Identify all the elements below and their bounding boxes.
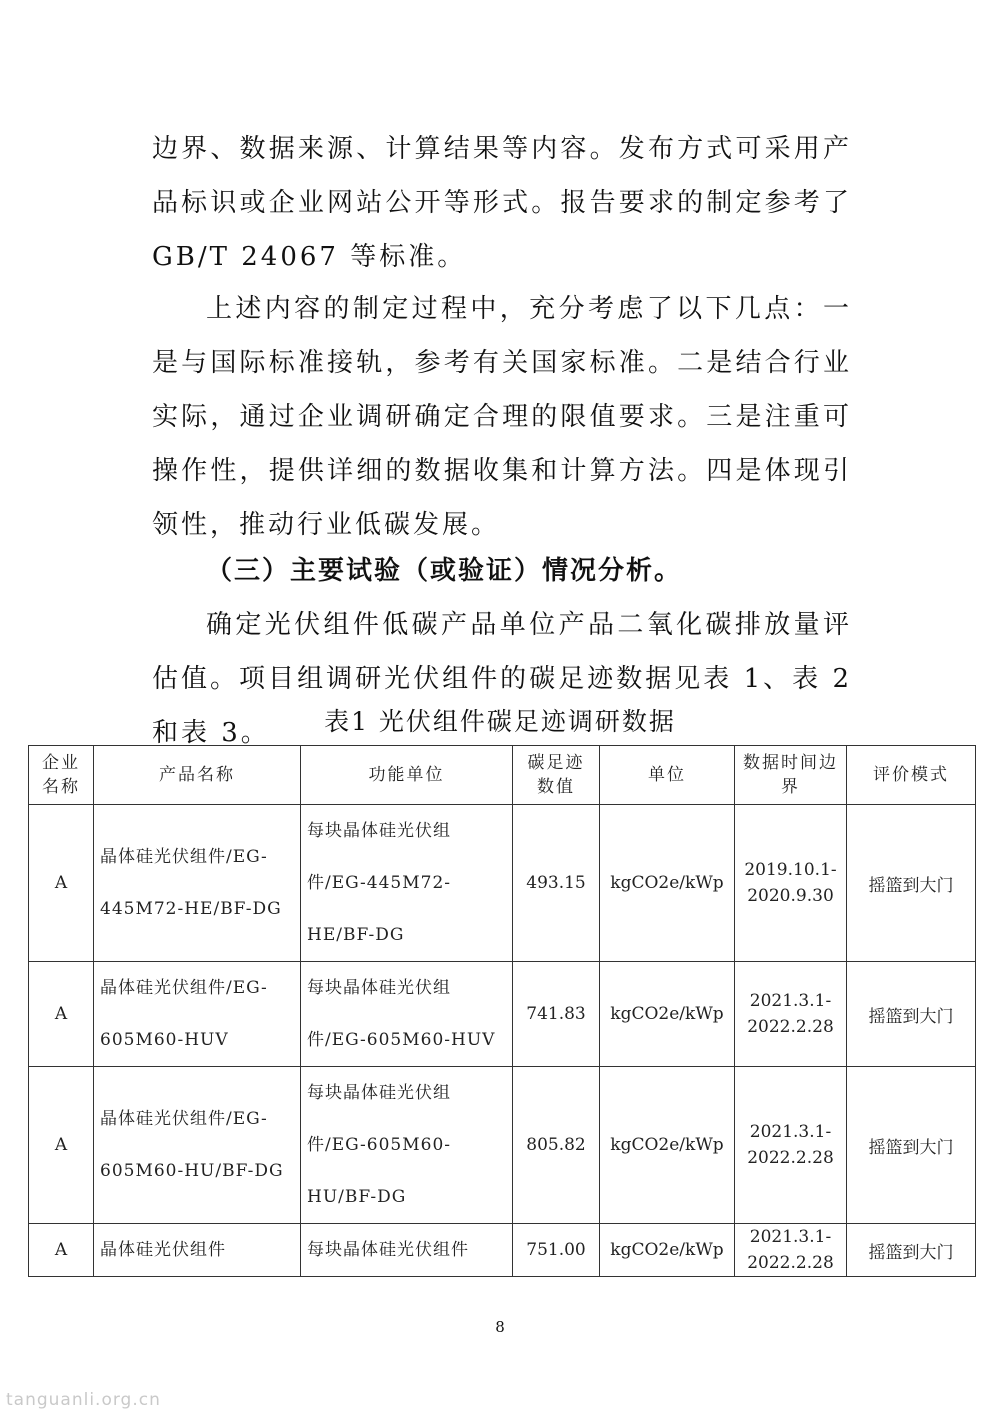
cell-enterprise: A [29, 1067, 94, 1224]
table-caption: 表1 光伏组件碳足迹调研数据 [324, 707, 676, 736]
cell-value: 741.83 [513, 962, 600, 1067]
cell-value: 805.82 [513, 1067, 600, 1224]
cell-period: 2021.3.1-2022.2.28 [735, 1224, 847, 1277]
header-footprint: 碳足迹数值 [513, 746, 600, 805]
cell-enterprise: A [29, 1224, 94, 1277]
header-unit: 单位 [600, 746, 735, 805]
section-heading: （三）主要试验（或验证）情况分析。 [206, 556, 683, 586]
cell-product: 晶体硅光伏组件/EG-445M72-HE/BF-DG [94, 805, 301, 962]
cell-value: 751.00 [513, 1224, 600, 1277]
carbon-footprint-table [28, 745, 976, 1277]
page-number: 8 [495, 1318, 505, 1336]
body-paragraph-1: 边界、数据来源、计算结果等内容。发布方式可采用产品标识或企业网站公开等形式。报告要求的制定参考了 GB/T 24067 等标准。 [152, 134, 852, 272]
cell-function-unit: 每块晶体硅光伏组件/EG-605M60-HUV [301, 962, 513, 1067]
header-period: 数据时间边界 [735, 746, 847, 805]
cell-mode: 摇篮到大门 [847, 1224, 976, 1277]
cell-unit: kgCO2e/kWp [600, 805, 735, 962]
cell-enterprise: A [29, 805, 94, 962]
cell-unit: kgCO2e/kWp [600, 1224, 735, 1277]
header-product: 产品名称 [94, 746, 301, 805]
cell-enterprise: A [29, 962, 94, 1067]
watermark-text: tanguanli.org.cn [6, 1390, 161, 1410]
cell-period: 2021.3.1-2022.2.28 [735, 1067, 847, 1224]
table-row [29, 805, 976, 962]
body-paragraph-3: 确定光伏组件低碳产品单位产品二氧化碳排放量评估值。项目组调研光伏组件的碳足迹数据见表 1、表 2 和表 3。 [152, 610, 852, 748]
cell-unit: kgCO2e/kWp [600, 1067, 735, 1224]
header-enterprise: 企业名称 [29, 746, 94, 805]
cell-product: 晶体硅光伏组件 [94, 1224, 301, 1277]
table-row [29, 962, 976, 1067]
header-function-unit: 功能单位 [301, 746, 513, 805]
cell-product: 晶体硅光伏组件/EG-605M60-HUV [94, 962, 301, 1067]
cell-product: 晶体硅光伏组件/EG-605M60-HU/BF-DG [94, 1067, 301, 1224]
cell-period: 2021.3.1-2022.2.28 [735, 962, 847, 1067]
cell-mode: 摇篮到大门 [847, 805, 976, 962]
body-paragraph-2: 上述内容的制定过程中，充分考虑了以下几点：一是与国际标准接轨，参考有关国家标准。二是结合行业实际，通过企业调研确定合理的限值要求。三是注重可操作性，提供详细的数据收集和计算方法。四是体现引领性，推动行业低碳发展。 [152, 294, 852, 540]
cell-function-unit: 每块晶体硅光伏组件/EG-605M60-HU/BF-DG [301, 1067, 513, 1224]
cell-period: 2019.10.1-2020.9.30 [735, 805, 847, 962]
table-row [29, 1224, 976, 1277]
cell-value: 493.15 [513, 805, 600, 962]
table-row [29, 1067, 976, 1224]
cell-function-unit: 每块晶体硅光伏组件/EG-445M72-HE/BF-DG [301, 805, 513, 962]
cell-function-unit: 每块晶体硅光伏组件 [301, 1224, 513, 1277]
header-mode: 评价模式 [847, 746, 976, 805]
cell-mode: 摇篮到大门 [847, 962, 976, 1067]
table-header-row [29, 746, 976, 805]
cell-unit: kgCO2e/kWp [600, 962, 735, 1067]
cell-mode: 摇篮到大门 [847, 1067, 976, 1224]
